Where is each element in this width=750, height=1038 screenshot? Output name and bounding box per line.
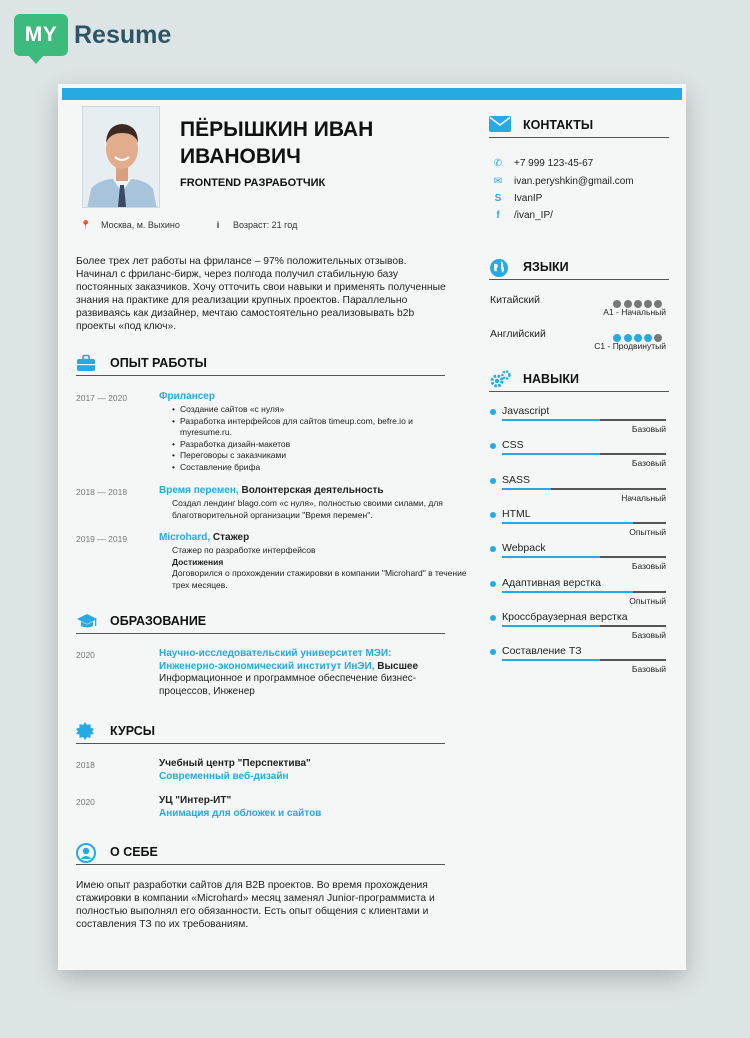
skill-level: Базовый xyxy=(631,458,666,469)
job-bullets xyxy=(172,404,462,473)
language-level: C1 - Продвинутый xyxy=(594,341,666,351)
skill-name: HTML xyxy=(502,507,531,520)
skill-item xyxy=(490,645,666,675)
skill-bar xyxy=(502,419,666,421)
bullet-dot xyxy=(490,409,496,415)
about-header: О СЕБЕ xyxy=(76,843,445,865)
location: 📍 Москва, м. Выхино xyxy=(80,220,180,230)
skill-bar xyxy=(502,591,666,593)
about-text: Имею опыт разработки сайтов для B2B проектов. Во время прохождения стажировки в компании «Microhard» месяц заменял Junior-программиста и полностью выполнял его обязанности. Есть опыт общения с клиентами и составления ТЗ по их требованиям. xyxy=(76,880,435,930)
skill-level: Базовый xyxy=(631,664,666,675)
language-name: Китайский xyxy=(490,294,540,306)
contact-skype: S IvanIP xyxy=(492,193,542,204)
skill-bar xyxy=(502,659,666,661)
person-name: ПЁРЫШКИН ИВАН ИВАНОВИЧ xyxy=(180,118,374,168)
envelope-icon xyxy=(489,116,509,134)
skill-bar xyxy=(502,556,666,558)
skill-name: Webpack xyxy=(502,542,546,555)
course-year: 2020 xyxy=(76,797,95,807)
language-level: A1 - Начальный xyxy=(603,307,666,317)
skill-level: Опытный xyxy=(629,526,666,537)
skills-header: НАВЫКИ xyxy=(489,370,669,392)
age: i Возраст: 21 год xyxy=(212,220,297,230)
skill-bar-fill xyxy=(502,453,600,455)
skill-level: Базовый xyxy=(631,629,666,640)
education-year: 2020 xyxy=(76,650,95,660)
map-pin-icon: 📍 xyxy=(80,220,92,230)
languages-header: ЯЗЫКИ xyxy=(489,258,669,280)
skill-bar-fill xyxy=(502,591,633,593)
user-circle-icon xyxy=(76,843,96,861)
course-item: УЦ "Интер-ИТ" Анимация для обложек и сайтов xyxy=(159,795,322,819)
graduation-cap-icon xyxy=(76,612,96,630)
skill-bar-fill xyxy=(502,488,551,490)
experience-header: ОПЫТ РАБОТЫ xyxy=(76,354,445,376)
skill-item xyxy=(490,474,666,504)
skill-item xyxy=(490,405,666,435)
job-description: Создал лендинг blago.com «с нуля», полностью своими силами, для благотворительной организации "Время перемен". xyxy=(172,498,443,520)
contacts-header: КОНТАКТЫ xyxy=(489,116,669,138)
bullet-dot xyxy=(490,478,496,484)
skill-bar-fill xyxy=(502,522,633,524)
skill-name: Составление ТЗ xyxy=(502,645,582,658)
skill-item xyxy=(490,439,666,469)
info-icon: i xyxy=(216,220,220,230)
logo-badge: MY xyxy=(14,14,68,56)
skill-level: Базовый xyxy=(631,424,666,434)
badge-icon xyxy=(76,722,96,740)
skill-item xyxy=(490,577,666,607)
courses-header: КУРСЫ xyxy=(76,722,445,744)
skill-level: Начальный xyxy=(621,492,666,503)
skill-name: Javascript xyxy=(502,405,550,417)
skill-item xyxy=(490,542,666,572)
profile-photo xyxy=(82,106,160,208)
bullet-dot xyxy=(490,649,496,655)
job-title: Microhard, Стажер xyxy=(159,532,250,543)
bullet-dot xyxy=(490,581,496,587)
job-description: Стажер по разработке интерфейсов Достижения Договорился о прохождении стажировки в компании "Microhard" в течение трех месяцев. xyxy=(172,545,467,590)
skill-bar-fill xyxy=(502,556,600,558)
contact-email: ✉ ivan.peryshkin@gmail.com xyxy=(493,176,634,187)
resume-sheet xyxy=(58,84,686,970)
skill-bar-fill xyxy=(502,659,600,661)
facebook-icon: f xyxy=(496,210,500,221)
job-dates: 2018 — 2018 xyxy=(76,487,128,497)
skill-bar xyxy=(502,488,666,490)
contact-phone: ✆ +7 999 123-45-67 xyxy=(493,158,594,169)
briefcase-icon xyxy=(76,354,96,372)
job-dates: 2017 — 2020 xyxy=(76,393,128,403)
skill-level: Опытный xyxy=(629,595,666,606)
skill-item xyxy=(490,611,666,641)
skill-bar xyxy=(502,522,666,524)
job-dates: 2019 — 2019 xyxy=(76,534,128,544)
list-item: • Создание сайтов «с нуля» xyxy=(172,404,462,416)
skill-bar-fill xyxy=(502,625,600,627)
bullet-dot xyxy=(490,443,496,449)
education-details: Научно-исследовательский университет МЭИ: Инженерно-экономический институт ИнЭИ, Высшее Информационное и программное обеспечение бизнес- процессов, Инженер xyxy=(159,648,419,697)
skype-icon: S xyxy=(494,193,502,204)
course-item: Учебный центр "Перспектива" Современный веб-дизайн xyxy=(159,758,311,782)
skill-name: CSS xyxy=(502,439,524,452)
course-year: 2018 xyxy=(76,760,95,770)
skill-name: Адаптивная верстка xyxy=(502,576,602,589)
skill-level: Базовый xyxy=(631,561,666,572)
language-name: Английский xyxy=(490,328,546,340)
list-item: • Разработка интерфейсов для сайтов timeup.com, befre.io и myresume.ru. xyxy=(172,416,462,439)
gears-icon xyxy=(489,370,509,388)
skill-name: Кроссбраузерная верстка xyxy=(502,610,628,623)
job-title: Фрилансер xyxy=(159,391,215,402)
globe-icon xyxy=(489,258,509,276)
skill-item xyxy=(490,508,666,538)
list-item: • Переговоры с заказчиками xyxy=(172,450,462,462)
mail-icon: ✉ xyxy=(493,176,503,187)
list-item: • Разработка дизайн-макетов xyxy=(172,439,462,451)
bullet-dot xyxy=(490,512,496,518)
skill-bar xyxy=(502,625,666,627)
bullet-dot xyxy=(490,615,496,621)
top-accent-bar xyxy=(62,88,682,100)
job-position: FRONTEND РАЗРАБОТЧИК xyxy=(180,177,326,189)
bullet-dot xyxy=(490,546,496,552)
education-header: ОБРАЗОВАНИЕ xyxy=(76,612,445,634)
skill-bar xyxy=(502,453,666,455)
list-item: • Составление брифа xyxy=(172,462,462,474)
contact-facebook: f /ivan_IP/ xyxy=(492,210,553,221)
phone-icon: ✆ xyxy=(493,158,503,169)
skill-bar-fill xyxy=(502,419,600,421)
logo-text: Resume xyxy=(74,21,172,49)
skill-name: SASS xyxy=(502,473,531,486)
job-title: Время перемен, Волонтерская деятельность xyxy=(159,485,384,496)
summary-text: Более трех лет работы на фрилансе – 97% положительных отзывов. Начинал с фриланс-бирж, через полгода получил стабильную базу постоянных заказчиков. Хочу отточить свои навыки и применять полученные знания на практике для реализации крупных проектов. Параллельно развиваясь как дизайнер, мечтаю самостоятельно реализовывать b2b проекты «под ключ». xyxy=(76,256,446,332)
